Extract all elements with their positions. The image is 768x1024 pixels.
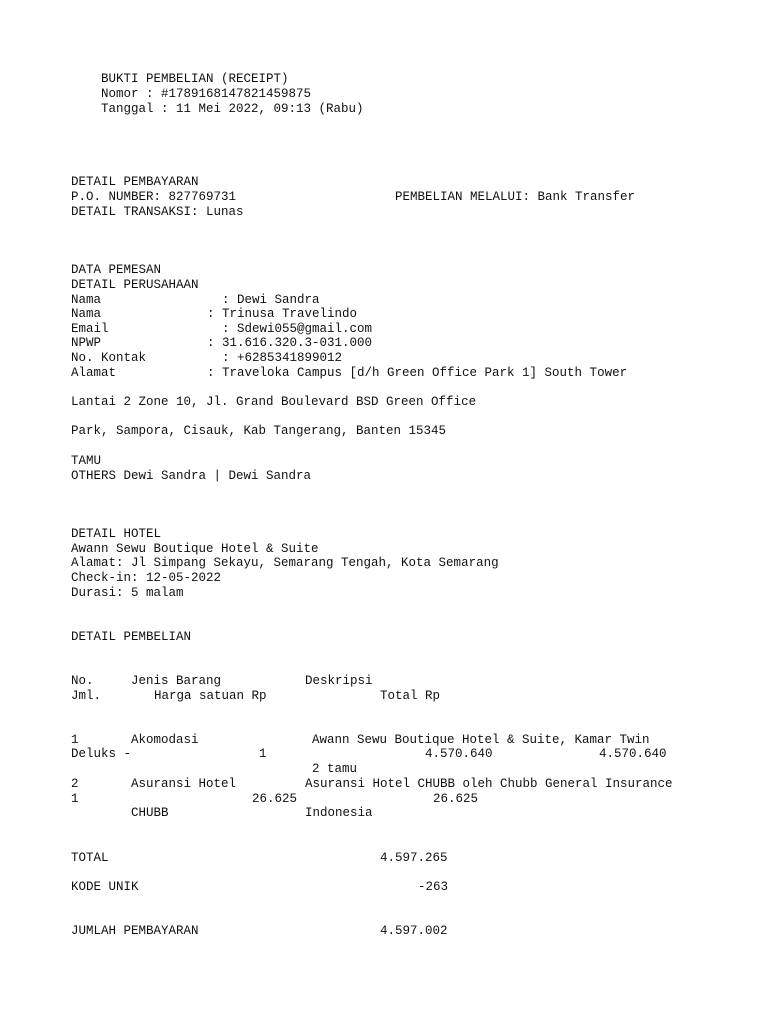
total-value: 4.597.265 [380, 851, 448, 865]
po-number: P.O. NUMBER: 827769731 [71, 190, 237, 204]
column-header-item: Jenis Barang [131, 674, 222, 688]
field-label: Alamat [71, 366, 117, 380]
row-description-cont: Deluks - [71, 747, 132, 761]
field-value: : Traveloka Campus [d/h Green Office Park 1] South Tower [207, 366, 628, 380]
hotel-name: Awann Sewu Boutique Hotel & Suite [71, 542, 319, 556]
field-label: Nama [71, 307, 102, 321]
unique-code-label: KODE UNIK [71, 880, 139, 894]
hotel-duration: Durasi: 5 malam [71, 586, 184, 600]
address-line: Lantai 2 Zone 10, Jl. Grand Boulevard BSD Green Office [71, 395, 477, 409]
payment-method: PEMBELIAN MELALUI: Bank Transfer [395, 190, 636, 204]
field-value: : Dewi Sandra [222, 293, 320, 307]
payment-amount-value: 4.597.002 [380, 924, 448, 938]
address-line: Park, Sampora, Cisauk, Kab Tangerang, Banten 15345 [71, 424, 447, 438]
purchase-heading: DETAIL PEMBELIAN [71, 630, 192, 644]
payment-amount-label: JUMLAH PEMBAYARAN [71, 924, 199, 938]
column-header-qty: Jml. [71, 689, 102, 703]
field-value: : +6285341899012 [222, 351, 343, 365]
row-description: Asuransi Hotel CHUBB oleh Chubb General Insurance [305, 777, 673, 791]
column-header-desc: Deskripsi [305, 674, 373, 688]
receipt-title: BUKTI PEMBELIAN (RECEIPT) [101, 72, 289, 86]
transaction-status: DETAIL TRANSAKSI: Lunas [71, 205, 244, 219]
column-header-no: No. [71, 674, 94, 688]
payment-heading: DETAIL PEMBAYARAN [71, 175, 199, 189]
hotel-checkin: Check-in: 12-05-2022 [71, 571, 222, 585]
field-value: : 31.616.320.3-031.000 [207, 336, 373, 350]
field-value: : Trinusa Travelindo [207, 307, 358, 321]
column-header-unit-price: Harga satuan Rp [154, 689, 267, 703]
hotel-heading: DETAIL HOTEL [71, 527, 162, 541]
company-heading: DETAIL PERUSAHAAN [71, 278, 199, 292]
hotel-address: Alamat: Jl Simpang Sekayu, Semarang Tengah, Kota Semarang [71, 556, 499, 570]
receipt-date: Tanggal : 11 Mei 2022, 09:13 (Rabu) [101, 102, 364, 116]
guest-heading: TAMU [71, 454, 102, 468]
row-unit-price: 26.625 [252, 792, 298, 806]
row-no: 1 [71, 733, 79, 747]
field-label: Email [71, 322, 109, 336]
row-total: 26.625 [433, 792, 479, 806]
row-description: Awann Sewu Boutique Hotel & Suite, Kamar Twin [312, 733, 650, 747]
row-description-cont: Indonesia [305, 806, 373, 820]
row-item-cont: CHUBB [131, 806, 169, 820]
row-item: Akomodasi [131, 733, 199, 747]
guest-names: OTHERS Dewi Sandra | Dewi Sandra [71, 469, 312, 483]
total-label: TOTAL [71, 851, 109, 865]
row-qty: 1 [259, 747, 267, 761]
field-label: No. Kontak [71, 351, 147, 365]
row-item: Asuransi Hotel [131, 777, 237, 791]
field-value: : Sdewi055@gmail.com [222, 322, 373, 336]
row-description-extra: 2 tamu [312, 762, 358, 776]
row-total: 4.570.640 [599, 747, 667, 761]
column-header-total: Total Rp [380, 689, 441, 703]
field-label: NPWP [71, 336, 102, 350]
row-unit-price: 4.570.640 [425, 747, 493, 761]
row-no: 2 [71, 777, 79, 791]
unique-code-value: -263 [418, 880, 449, 894]
row-qty: 1 [71, 792, 79, 806]
field-label: Nama [71, 293, 102, 307]
buyer-heading: DATA PEMESAN [71, 263, 162, 277]
receipt-number: Nomor : #1789168147821459875 [101, 87, 312, 101]
